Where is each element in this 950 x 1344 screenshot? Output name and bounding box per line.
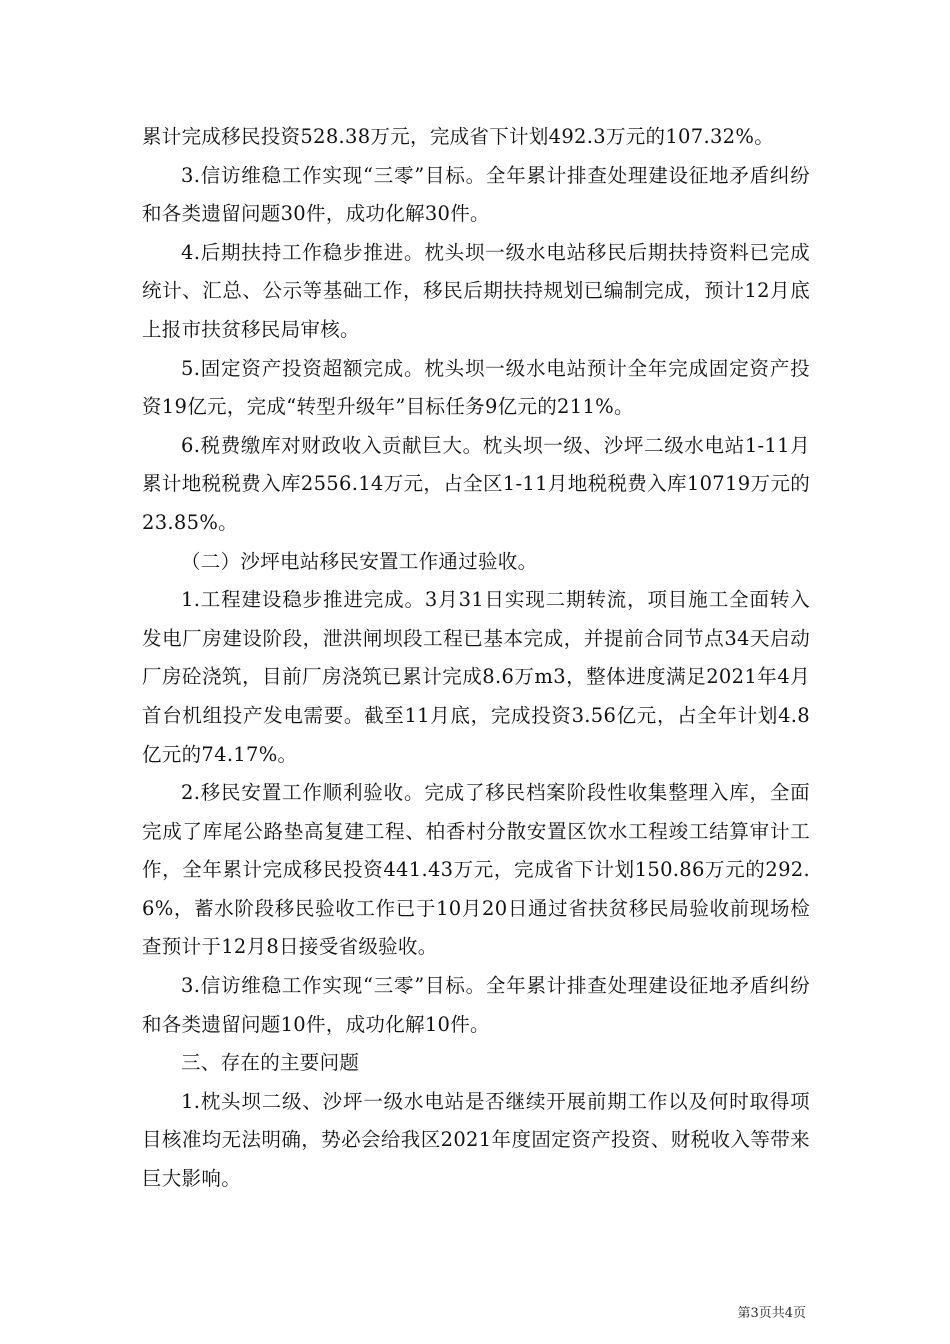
paragraph-2: 3.信访维稳工作实现“三零”目标。全年累计排查处理建设征地矛盾纠纷和各类遗留问题30件，成功化解30件。 [142,163,810,226]
paragraph-9: 3.信访维稳工作实现“三零”目标。全年累计排查处理建设征地矛盾纠纷和各类遗留问题10件，成功化解10件。 [142,974,810,1036]
paragraph-7: 1.工程建设稳步推进完成。3月31日实现二期转流，项目施工全面转入发电厂房建设阶段，泄洪闸坝段工程已基本完成，并提前合同节点34天启动厂房砼浇筑，目前厂房浇筑已累计完成8.6万m3，整体进度满足2021年4月首台机组投产发电需要。截至11月底，完成投资3.56亿元，占全年计划4.8亿元的74.17%。 [142,588,810,766]
page-number: 第3页共4页 [737,1306,806,1321]
paragraph-3: 4.后期扶持工作稳步推进。枕头坝一级水电站移民后期扶持资料已完成统计、汇总、公示等基础工作，移民后期扶持规划已编制完成，预计12月底上报市扶贫移民局审核。 [142,240,810,341]
document-body [142,118,810,1199]
paragraph-4: 5.固定资产投资超额完成。枕头坝一级水电站预计全年完成固定资产投资19亿元，完成“转型升级年”目标任务9亿元的211%。 [142,356,810,419]
section-heading-2: （二）沙坪电站移民安置工作通过验收。 [181,549,538,573]
paragraph-5: 6.税费缴库对财政收入贡献巨大。枕头坝一级、沙坪二级水电站1-11月累计地税税费入库2556.14万元，占全区1-11月地税税费入库10719万元的23.85%。 [142,433,810,534]
paragraph-11: 1.枕头坝二级、沙坪一级水电站是否继续开展前期工作以及何时取得项目核准均无法明确，势必会给我区2021年度固定资产投资、财税收入等带来巨大影响。 [142,1089,810,1191]
section-heading-3: 三、存在的主要问题 [181,1051,360,1075]
paragraph-8: 2.移民安置工作顺利验收。完成了移民档案阶段性收集整理入库，全面完成了库尾公路垫高复建工程、柏香村分散安置区饮水工程竣工结算审计工作，全年累计完成移民投资441.43万元，完成省下计划150.86万元的292.6%，蓄水阶段移民验收工作已于10月20日通过省扶贫移民局验收前现场检查预计于12月8日接受省级验收。 [142,781,810,959]
paragraph-1: 累计完成移民投资528.38万元，完成省下计划492.3万元的107.32%。 [142,125,775,148]
